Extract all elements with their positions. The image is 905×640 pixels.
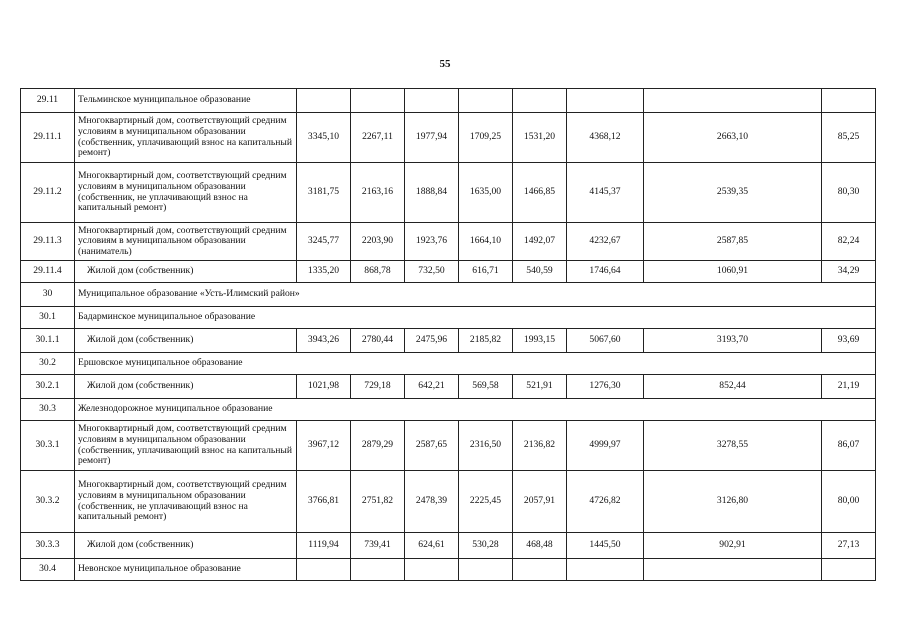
- value-cell: 2185,82: [459, 329, 513, 353]
- value-cell: 729,18: [351, 375, 405, 399]
- table-body: [21, 89, 876, 581]
- value-cell: 1335,20: [297, 261, 351, 283]
- value-cell: 21,19: [822, 375, 876, 399]
- value-cell: 2203,90: [351, 223, 405, 261]
- value-cell: 3245,77: [297, 223, 351, 261]
- row-code: 30.3.2: [21, 471, 75, 533]
- page-number: 55: [439, 58, 451, 70]
- row-name: Жилой дом (собственник): [75, 329, 297, 353]
- row-name: Жилой дом (собственник): [75, 533, 297, 559]
- value-cell: 1276,30: [567, 375, 644, 399]
- value-cell: 569,58: [459, 375, 513, 399]
- value-cell: 1993,15: [513, 329, 567, 353]
- value-cell: 2267,11: [351, 113, 405, 163]
- value-cell: 2057,91: [513, 471, 567, 533]
- value-cell: 521,91: [513, 375, 567, 399]
- row-code: 29.11.4: [21, 261, 75, 283]
- value-cell: 2539,35: [644, 163, 822, 223]
- table-row: [21, 533, 876, 559]
- row-name: Жилой дом (собственник): [75, 261, 297, 283]
- empty-cell: [351, 559, 405, 581]
- value-cell: 642,21: [405, 375, 459, 399]
- empty-cell: [822, 559, 876, 581]
- row-name: Многоквартирный дом, соответствующий средним условиям в муниципальном образовании (собственник, уплачивающий взнос на капитальный ремонт): [75, 421, 297, 471]
- empty-cell: [513, 89, 567, 113]
- empty-cell: [567, 89, 644, 113]
- row-name: Жилой дом (собственник): [75, 375, 297, 399]
- value-cell: 1977,94: [405, 113, 459, 163]
- value-cell: 27,13: [822, 533, 876, 559]
- value-cell: 1492,07: [513, 223, 567, 261]
- row-code: 29.11: [21, 89, 75, 113]
- table-row: [21, 375, 876, 399]
- empty-cell: [405, 89, 459, 113]
- row-name: Ершовское муниципальное образование: [75, 353, 876, 375]
- row-code: 30.2.1: [21, 375, 75, 399]
- value-cell: 3193,70: [644, 329, 822, 353]
- table-row: [21, 421, 876, 471]
- value-cell: 2780,44: [351, 329, 405, 353]
- value-cell: 5067,60: [567, 329, 644, 353]
- empty-cell: [351, 89, 405, 113]
- value-cell: 3126,80: [644, 471, 822, 533]
- value-cell: 3181,75: [297, 163, 351, 223]
- value-cell: 1923,76: [405, 223, 459, 261]
- value-cell: 732,50: [405, 261, 459, 283]
- group-row: [21, 353, 876, 375]
- empty-cell: [297, 559, 351, 581]
- value-cell: 86,07: [822, 421, 876, 471]
- value-cell: 1635,00: [459, 163, 513, 223]
- group-row: [21, 559, 876, 581]
- table-row: [21, 329, 876, 353]
- value-cell: 3278,55: [644, 421, 822, 471]
- row-code: 30.1: [21, 307, 75, 329]
- empty-cell: [459, 559, 513, 581]
- value-cell: 868,78: [351, 261, 405, 283]
- value-cell: 2587,85: [644, 223, 822, 261]
- row-code: 30.3.3: [21, 533, 75, 559]
- row-name: Железнодорожное муниципальное образование: [75, 399, 876, 421]
- row-code: 30: [21, 283, 75, 307]
- empty-cell: [513, 559, 567, 581]
- value-cell: 1466,85: [513, 163, 567, 223]
- table-row: [21, 223, 876, 261]
- value-cell: 1746,64: [567, 261, 644, 283]
- value-cell: 3967,12: [297, 421, 351, 471]
- row-code: 30.3.1: [21, 421, 75, 471]
- value-cell: 1021,98: [297, 375, 351, 399]
- row-code: 30.3: [21, 399, 75, 421]
- value-cell: 1445,50: [567, 533, 644, 559]
- value-cell: 530,28: [459, 533, 513, 559]
- row-name: Невонское муниципальное образование: [75, 559, 297, 581]
- table-row: [21, 113, 876, 163]
- value-cell: 93,69: [822, 329, 876, 353]
- row-code: 29.11.1: [21, 113, 75, 163]
- group-row: [21, 399, 876, 421]
- empty-cell: [405, 559, 459, 581]
- value-cell: 468,48: [513, 533, 567, 559]
- value-cell: 2663,10: [644, 113, 822, 163]
- value-cell: 852,44: [644, 375, 822, 399]
- value-cell: 2475,96: [405, 329, 459, 353]
- value-cell: 3345,10: [297, 113, 351, 163]
- row-name: Бадарминское муниципальное образование: [75, 307, 876, 329]
- value-cell: 2136,82: [513, 421, 567, 471]
- value-cell: 34,29: [822, 261, 876, 283]
- empty-cell: [459, 89, 513, 113]
- empty-cell: [644, 559, 822, 581]
- value-cell: 624,61: [405, 533, 459, 559]
- value-cell: 1119,94: [297, 533, 351, 559]
- table-row: [21, 163, 876, 223]
- value-cell: 1709,25: [459, 113, 513, 163]
- row-code: 30.4: [21, 559, 75, 581]
- empty-cell: [822, 89, 876, 113]
- table-row: [21, 471, 876, 533]
- value-cell: 902,91: [644, 533, 822, 559]
- row-code: 30.2: [21, 353, 75, 375]
- value-cell: 2751,82: [351, 471, 405, 533]
- value-cell: 4232,67: [567, 223, 644, 261]
- value-cell: 2316,50: [459, 421, 513, 471]
- value-cell: 2587,65: [405, 421, 459, 471]
- value-cell: 4145,37: [567, 163, 644, 223]
- empty-cell: [644, 89, 822, 113]
- value-cell: 540,59: [513, 261, 567, 283]
- row-name: Многоквартирный дом, соответствующий средним условиям в муниципальном образовании (собственник, не уплачивающий взнос на капитальный ремонт): [75, 163, 297, 223]
- group-row: [21, 89, 876, 113]
- group-row: [21, 283, 876, 307]
- group-row: [21, 307, 876, 329]
- tariff-table: [20, 88, 876, 581]
- value-cell: 4726,82: [567, 471, 644, 533]
- value-cell: 82,24: [822, 223, 876, 261]
- value-cell: 616,71: [459, 261, 513, 283]
- value-cell: 80,00: [822, 471, 876, 533]
- value-cell: 3766,81: [297, 471, 351, 533]
- value-cell: 4368,12: [567, 113, 644, 163]
- value-cell: 4999,97: [567, 421, 644, 471]
- value-cell: 2163,16: [351, 163, 405, 223]
- row-name: Тельминское муниципальное образование: [75, 89, 297, 113]
- table-row: [21, 261, 876, 283]
- value-cell: 2879,29: [351, 421, 405, 471]
- row-name: Многоквартирный дом, соответствующий средним условиям в муниципальном образовании (наниматель): [75, 223, 297, 261]
- empty-cell: [567, 559, 644, 581]
- row-name: Многоквартирный дом, соответствующий средним условиям в муниципальном образовании (собственник, не уплачивающий взнос на капитальный ремонт): [75, 471, 297, 533]
- value-cell: 3943,26: [297, 329, 351, 353]
- value-cell: 1888,84: [405, 163, 459, 223]
- value-cell: 80,30: [822, 163, 876, 223]
- empty-cell: [297, 89, 351, 113]
- row-code: 30.1.1: [21, 329, 75, 353]
- value-cell: 1060,91: [644, 261, 822, 283]
- row-code: 29.11.2: [21, 163, 75, 223]
- row-name: Многоквартирный дом, соответствующий средним условиям в муниципальном образовании (собственник, уплачивающий взнос на капитальный ремонт): [75, 113, 297, 163]
- value-cell: 1531,20: [513, 113, 567, 163]
- row-name: Муниципальное образование «Усть-Илимский район»: [75, 283, 876, 307]
- value-cell: 85,25: [822, 113, 876, 163]
- value-cell: 2478,39: [405, 471, 459, 533]
- value-cell: 2225,45: [459, 471, 513, 533]
- value-cell: 1664,10: [459, 223, 513, 261]
- value-cell: 739,41: [351, 533, 405, 559]
- row-code: 29.11.3: [21, 223, 75, 261]
